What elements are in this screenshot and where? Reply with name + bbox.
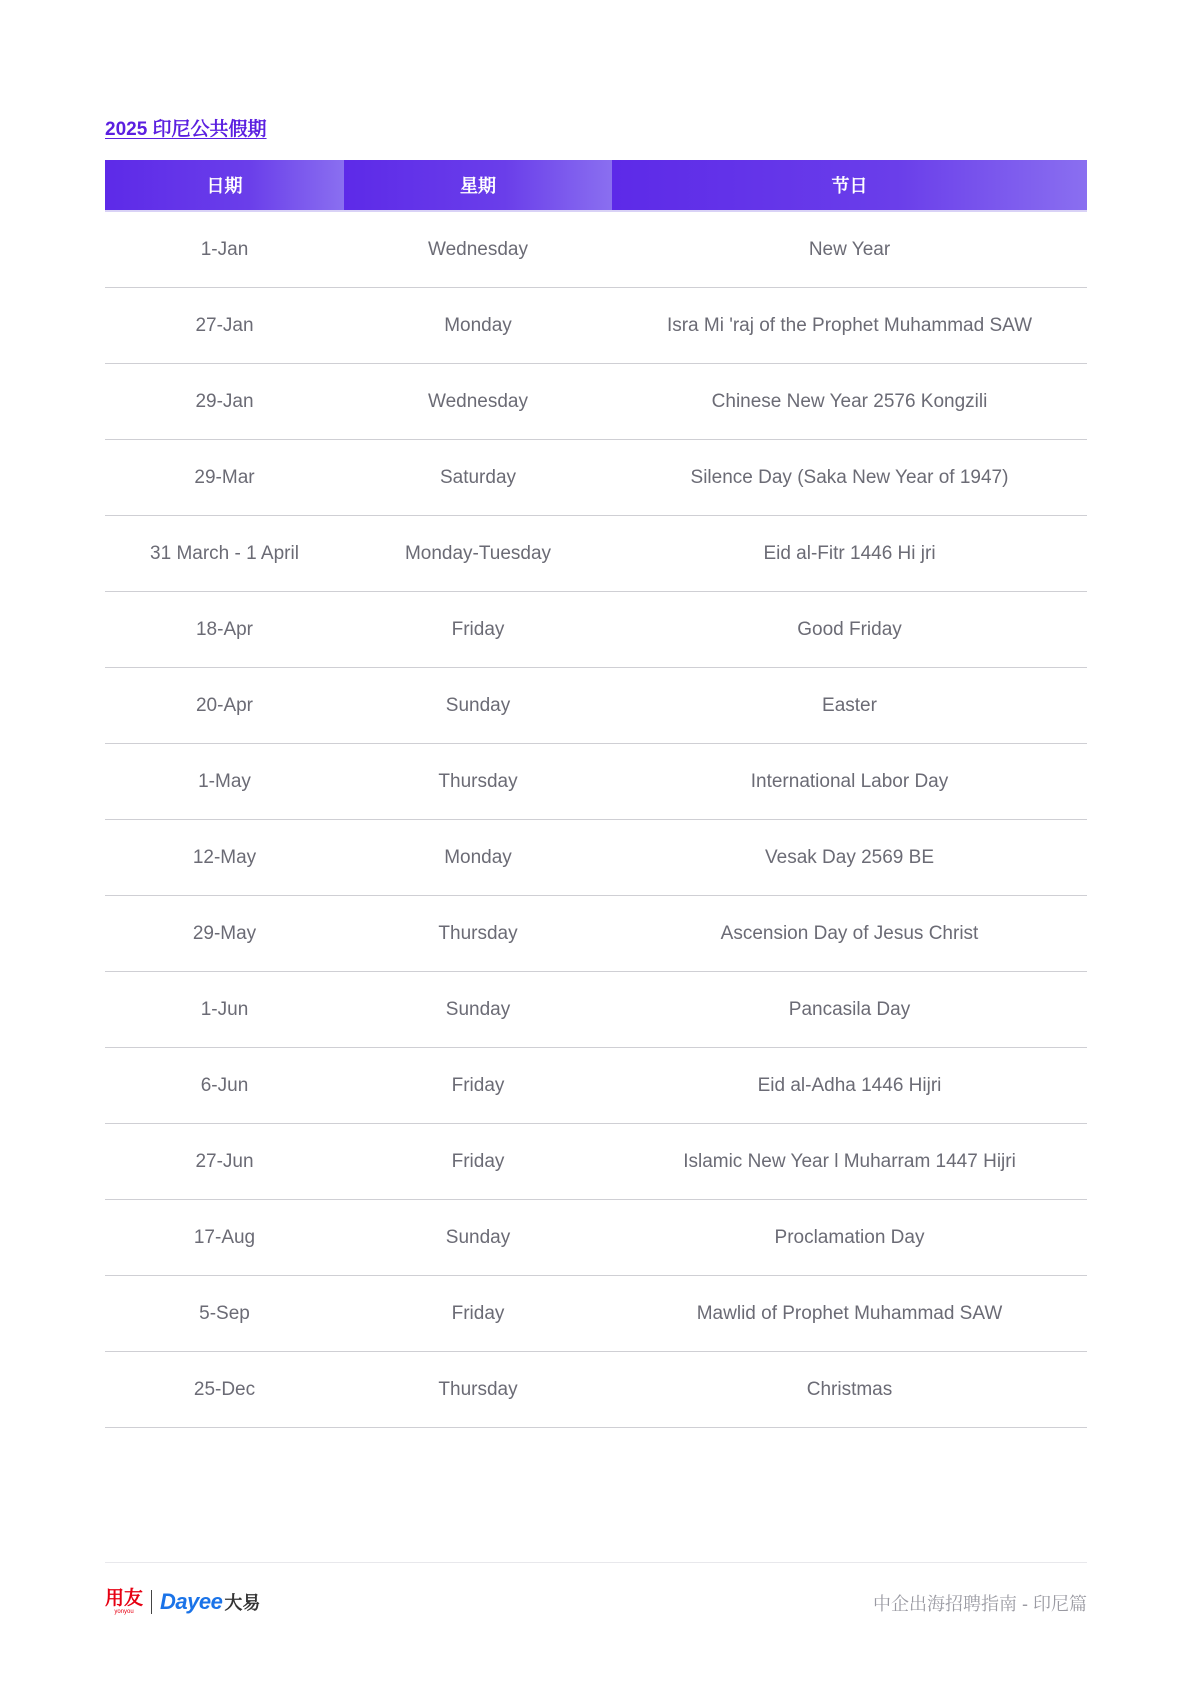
cell-date: 29-Mar — [105, 440, 344, 516]
cell-weekday: Friday — [344, 1124, 612, 1200]
cell-holiday: International Labor Day — [612, 744, 1087, 820]
cell-date: 5-Sep — [105, 1276, 344, 1352]
cell-date: 31 March - 1 April — [105, 516, 344, 592]
table-row — [105, 1276, 1087, 1352]
page-title: 2025 印尼公共假期 — [105, 119, 267, 140]
table-row — [105, 440, 1087, 516]
cell-date: 27-Jun — [105, 1124, 344, 1200]
table-row — [105, 211, 1087, 288]
cell-holiday: Proclamation Day — [612, 1200, 1087, 1276]
cell-holiday: Good Friday — [612, 592, 1087, 668]
cell-date: 29-Jan — [105, 364, 344, 440]
table-row — [105, 744, 1087, 820]
yonyou-logo-en: yonyou — [114, 1609, 134, 1615]
footer-divider — [105, 1562, 1087, 1563]
table-row — [105, 820, 1087, 896]
table-row — [105, 972, 1087, 1048]
table-row — [105, 516, 1087, 592]
cell-holiday: New Year — [612, 211, 1087, 288]
table-row — [105, 592, 1087, 668]
cell-date: 20-Apr — [105, 668, 344, 744]
cell-holiday: Islamic New Year l Muharram 1447 Hijri — [612, 1124, 1087, 1200]
cell-weekday: Monday — [344, 820, 612, 896]
cell-date: 18-Apr — [105, 592, 344, 668]
column-header-weekday: 星期 — [344, 160, 612, 211]
cell-weekday: Monday — [344, 288, 612, 364]
yonyou-logo-cn: 用友 — [105, 1588, 144, 1609]
cell-date: 6-Jun — [105, 1048, 344, 1124]
cell-weekday: Thursday — [344, 744, 612, 820]
cell-weekday: Friday — [344, 1276, 612, 1352]
cell-holiday: Chinese New Year 2576 Kongzili — [612, 364, 1087, 440]
cell-holiday: Vesak Day 2569 BE — [612, 820, 1087, 896]
cell-date: 1-Jun — [105, 972, 344, 1048]
cell-date: 27-Jan — [105, 288, 344, 364]
cell-weekday: Sunday — [344, 668, 612, 744]
table-row — [105, 668, 1087, 744]
cell-holiday: Ascension Day of Jesus Christ — [612, 896, 1087, 972]
cell-weekday: Wednesday — [344, 211, 612, 288]
logo-separator — [151, 1590, 152, 1614]
cell-date: 25-Dec — [105, 1352, 344, 1428]
cell-holiday: Pancasila Day — [612, 972, 1087, 1048]
cell-date: 12-May — [105, 820, 344, 896]
dayee-logo-en: Dayee — [160, 1589, 223, 1614]
cell-holiday: Easter — [612, 668, 1087, 744]
cell-date: 17-Aug — [105, 1200, 344, 1276]
table-row — [105, 1124, 1087, 1200]
cell-weekday: Monday-Tuesday — [344, 516, 612, 592]
cell-date: 29-May — [105, 896, 344, 972]
table-row — [105, 1048, 1087, 1124]
cell-holiday: Christmas — [612, 1352, 1087, 1428]
cell-date: 1-May — [105, 744, 344, 820]
cell-holiday: Isra Mi 'raj of the Prophet Muhammad SAW — [612, 288, 1087, 364]
cell-weekday: Sunday — [344, 972, 612, 1048]
cell-holiday: Eid al-Fitr 1446 Hi jri — [612, 516, 1087, 592]
cell-holiday: Silence Day (Saka New Year of 1947) — [612, 440, 1087, 516]
cell-weekday: Thursday — [344, 896, 612, 972]
table-row — [105, 288, 1087, 364]
table-row — [105, 896, 1087, 972]
table-row — [105, 1200, 1087, 1276]
cell-weekday: Sunday — [344, 1200, 612, 1276]
table-header-row — [105, 160, 1087, 211]
cell-weekday: Friday — [344, 592, 612, 668]
cell-weekday: Wednesday — [344, 364, 612, 440]
dayee-logo-cn: 大易 — [224, 1593, 261, 1613]
cell-holiday: Mawlid of Prophet Muhammad SAW — [612, 1276, 1087, 1352]
yonyou-logo — [105, 1589, 143, 1615]
table-row — [105, 364, 1087, 440]
cell-weekday: Saturday — [344, 440, 612, 516]
cell-holiday: Eid al-Adha 1446 Hijri — [612, 1048, 1087, 1124]
cell-weekday: Friday — [344, 1048, 612, 1124]
cell-weekday: Thursday — [344, 1352, 612, 1428]
column-header-holiday: 节日 — [612, 160, 1087, 211]
holiday-table — [105, 160, 1087, 1428]
column-header-date: 日期 — [105, 160, 344, 211]
table-row — [105, 1352, 1087, 1428]
footer-document-title: 中企出海招聘指南 - 印尼篇 — [873, 1594, 1087, 1614]
cell-date: 1-Jan — [105, 211, 344, 288]
footer-logo — [105, 1588, 260, 1616]
